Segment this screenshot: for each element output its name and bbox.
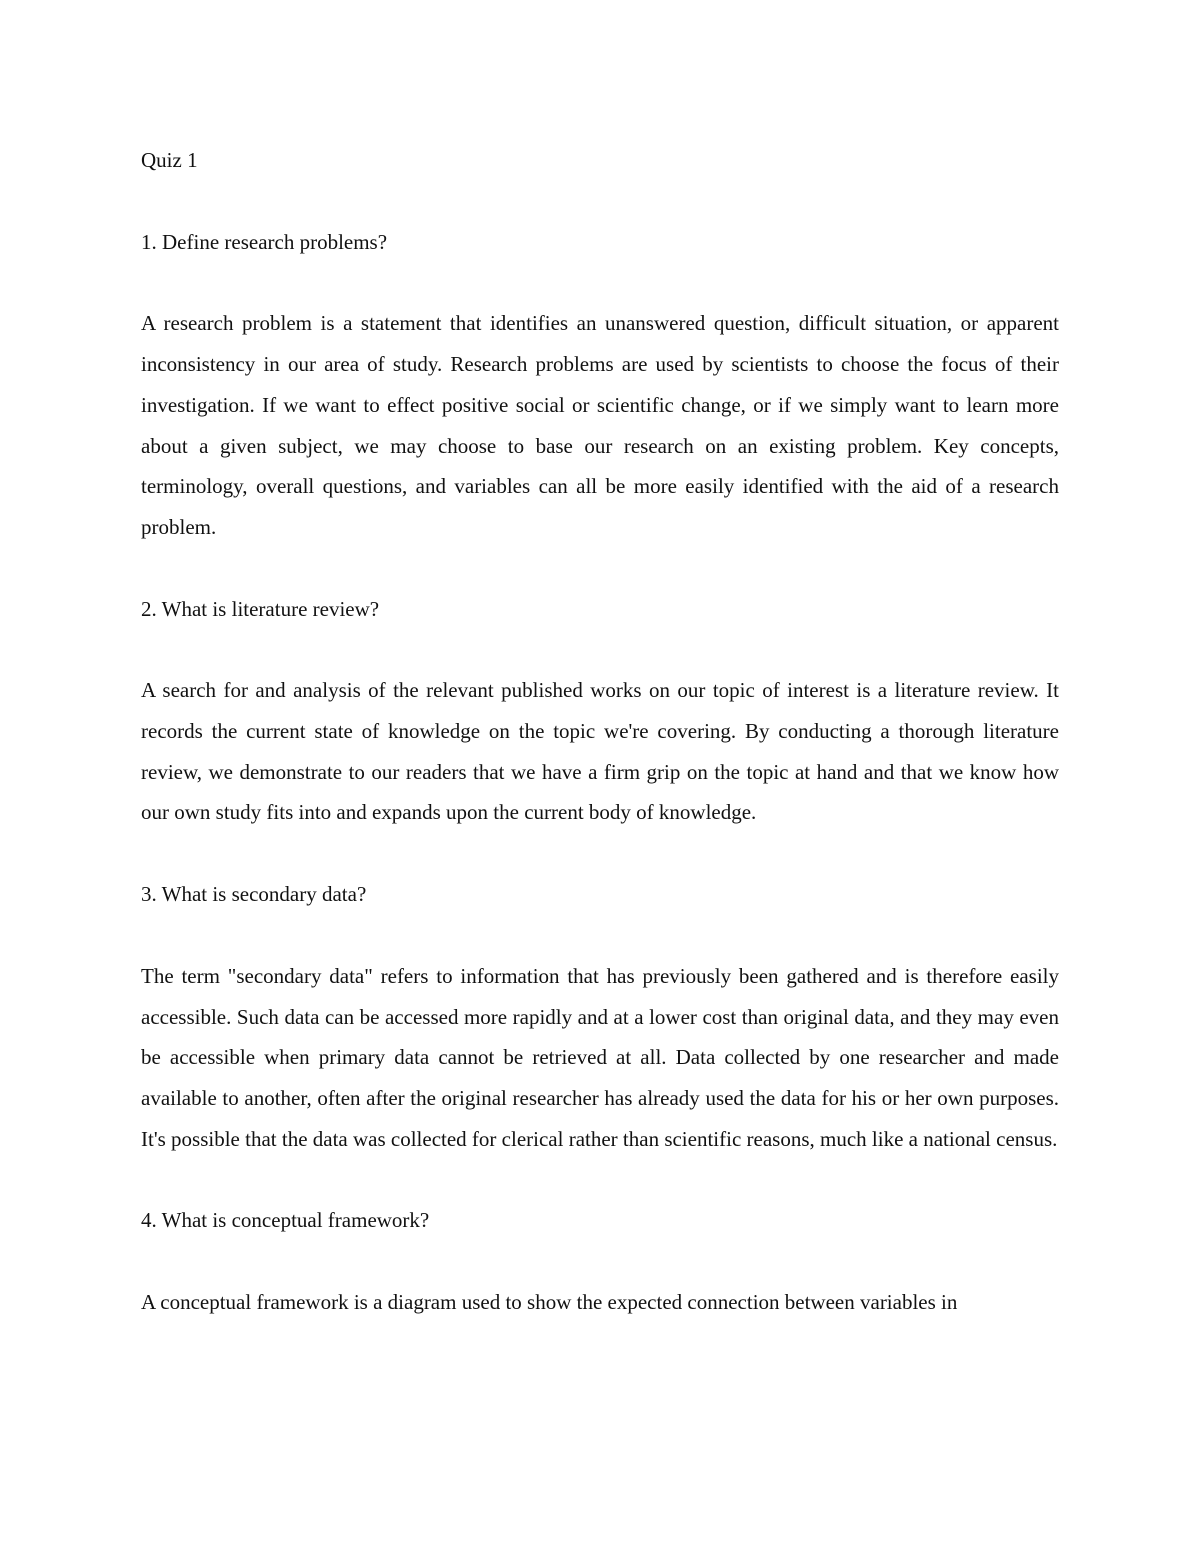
document-title: Quiz 1 (141, 148, 198, 172)
question-4: 4. What is conceptual framework? (141, 1208, 430, 1233)
document-content (141, 140, 1059, 1323)
question-3: 3. What is secondary data? (141, 882, 367, 907)
question-2: 2. What is literature review? (141, 596, 380, 621)
answer-1: A research problem is a statement that identifies an unanswered question, difficult situation, or apparent inconsistency in our area of study. Research problems are used by scientists to choose the focus of their investigation. If we want to effect positive social or scientific change, or if we simply want to learn more about a given subject, we may choose to base our research on an existing problem. Key concepts, terminology, overall questions, and variables can all be more easily identified with the aid of a research problem. (141, 311, 1059, 539)
answer-3: The term "secondary data" refers to information that has previously been gathered and is therefore easily accessible. Such data can be accessed more rapidly and at a lower cost than original data, and they may even be accessible when primary data cannot be retrieved at all. Data collected by one researcher and made available to another, often after the original researcher has already used the data for his or her own purposes. It's possible that the data was collected for clerical rather than scientific reasons, much like a national census. (141, 963, 1059, 1151)
answer-2: A search for and analysis of the relevant published works on our topic of interest is a literature review. It records the current state of knowledge on the topic we're covering. By conducting a thorough literature review, we demonstrate to our readers that we have a firm grip on the topic at hand and that we know how our own study fits into and expands upon the current body of knowledge. (141, 678, 1059, 825)
answer-4: A conceptual framework is a diagram used to show the expected connection between variables in (141, 1290, 958, 1315)
question-1: 1. Define research problems? (141, 229, 388, 254)
